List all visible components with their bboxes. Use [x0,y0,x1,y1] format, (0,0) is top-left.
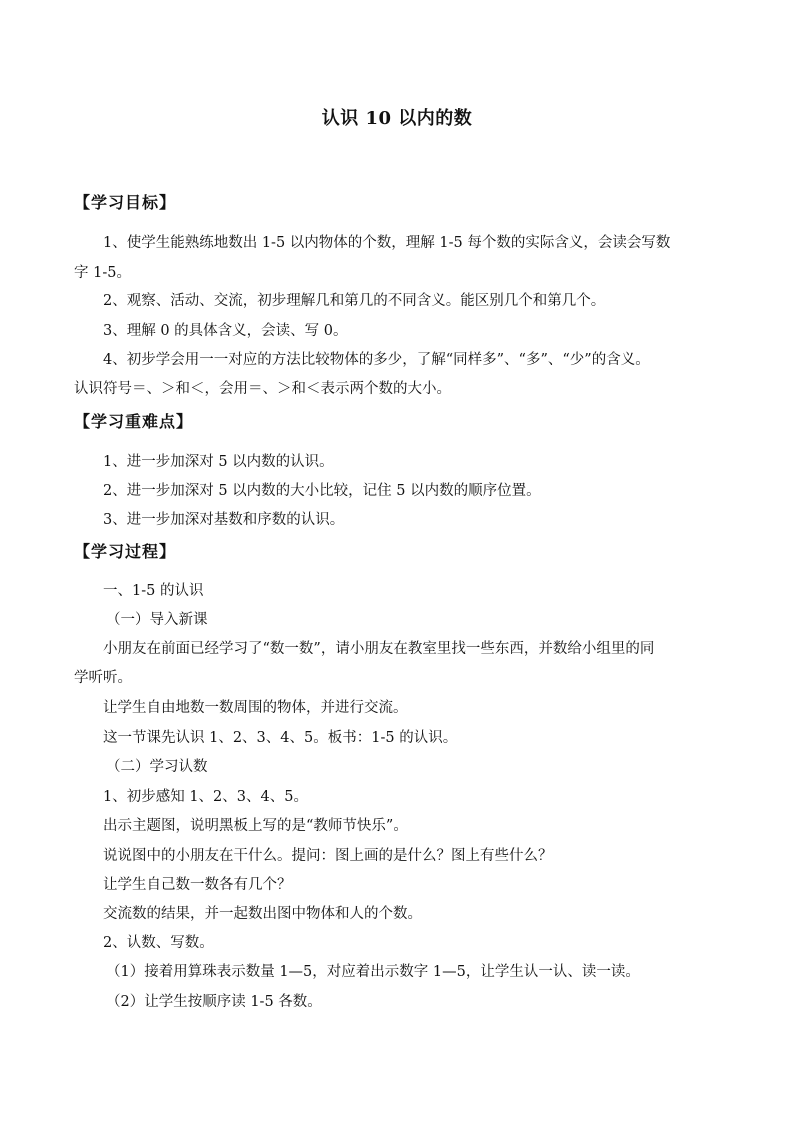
process-line: 小朋友在前面已经学习了“数一数”，请小朋友在教室里找一些东西，并数给小组里的同 [103,641,655,657]
document-title: 认识 10 以内的数 [321,108,473,129]
goal-line: 认识符号＝、＞和＜，会用＝、＞和＜表示两个数的大小。 [74,381,451,397]
process-line: 学听听。 [74,670,132,686]
key-point-line: 1、进一步加深对 5 以内数的认识。 [103,454,334,470]
goal-line: 2、观察、活动、交流，初步理解几和第几的不同含义。能区别几个和第几个。 [103,293,606,309]
process-line: 出示主题图，说明黑板上写的是“教师节快乐”。 [103,818,408,834]
section-heading-goals: 【学习目标】 [74,193,177,212]
process-line: 2、认数、写数。 [103,935,214,951]
section-heading-key-points: 【学习重难点】 [74,412,194,431]
goal-line: 4、初步学会用一一对应的方法比较物体的多少，了解“同样多”、“多”、“少”的含义。 [103,352,650,368]
key-point-line: 2、进一步加深对 5 以内数的大小比较，记住 5 以内数的顺序位置。 [103,483,541,499]
process-line: 一、1-5 的认识 [103,583,204,599]
goal-line: 1、使学生能熟练地数出 1-5 以内物体的个数，理解 1-5 每个数的实际含义，会读会写数 [103,235,671,251]
section-heading-process: 【学习过程】 [74,542,177,561]
process-line: （2）让学生按顺序读 1-5 各数。 [106,994,322,1010]
process-line: （1）接着用算珠表示数量 1—5，对应着出示数字 1—5，让学生认一认、读一读。 [106,964,640,980]
process-line: （一）导入新课 [106,612,208,628]
process-line: 让学生自由地数一数周围的物体，并进行交流。 [103,700,408,716]
process-line: 1、初步感知 1、2、3、4、5。 [103,789,308,805]
process-line: 让学生自己数一数各有几个？ [103,877,292,893]
process-line: 这一节课先认识 1、2、3、4、5。板书：1-5 的认识。 [103,730,458,746]
goal-line: 3、理解 0 的具体含义，会读、写 0。 [103,323,348,339]
key-point-line: 3、进一步加深对基数和序数的认识。 [103,512,345,528]
process-line: 交流数的结果，并一起数出图中物体和人的个数。 [103,906,422,922]
goal-line: 字 1-5。 [74,265,131,281]
process-line: （二）学习认数 [106,759,208,775]
process-line: 说说图中的小朋友在干什么。提问：图上画的是什么？图上有些什么？ [103,848,553,864]
